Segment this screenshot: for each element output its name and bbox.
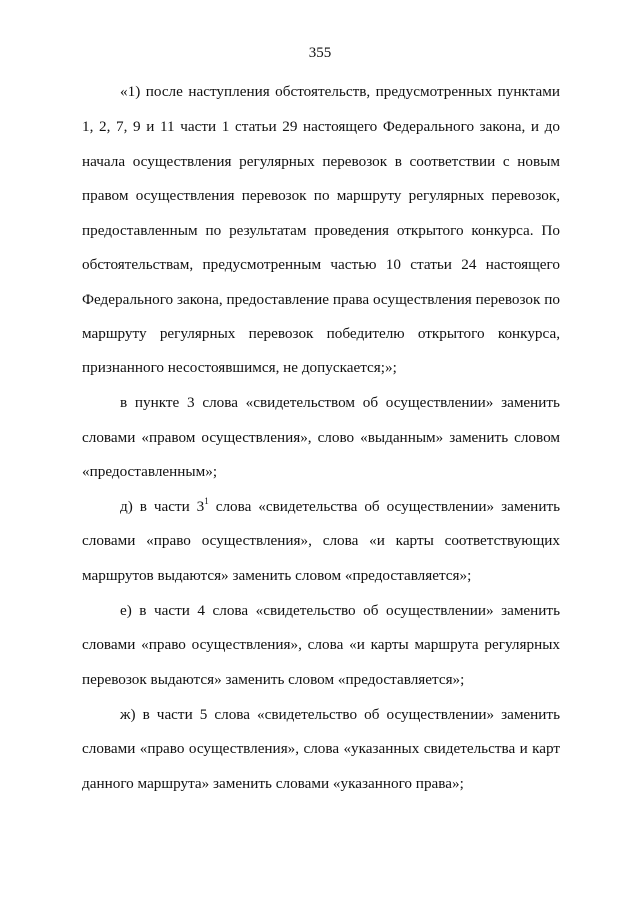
text-line: признанного несостоявшимся, не допускается;»; — [82, 359, 397, 376]
text-line: е) в части 4 слова «свидетельство об осуществлении» заменить — [120, 602, 560, 619]
text-line: правом осуществления перевозок по маршруту регулярных перевозок, — [82, 187, 560, 204]
text-line: «предоставленным»; — [82, 463, 218, 480]
page-number: 355 — [308, 45, 332, 61]
text-line: словами «право осуществления», слова «указанных свидетельства и карт — [82, 740, 560, 757]
text-line: перевозок выдаются» заменить словом «предоставляется»; — [82, 671, 465, 688]
text-line: словами «правом осуществления», слово «выданным» заменить словом — [82, 429, 560, 446]
text-line: маршруту регулярных перевозок победителю открытого конкурса, — [82, 325, 560, 342]
text-line: предоставленным по результатам проведения открытого конкурса. По — [82, 222, 560, 239]
text-fragment: д) в части 3 — [120, 498, 205, 515]
text-line: Федерального закона, предоставление права осуществления перевозок по — [82, 291, 560, 308]
text-line: маршрутов выдаются» заменить словом «предоставляется»; — [82, 567, 472, 584]
text-line: в пункте 3 слова «свидетельством об осуществлении» заменить — [120, 394, 560, 411]
text-fragment: слова «свидетельства об осуществлении» заменить — [208, 498, 561, 515]
text-line: данного маршрута» заменить словами «указанного права»; — [82, 775, 464, 792]
text-line: начала осуществления регулярных перевозок в соответствии с новым — [82, 153, 560, 170]
text-line: ж) в части 5 слова «свидетельство об осуществлении» заменить — [120, 706, 560, 723]
text-line: 1, 2, 7, 9 и 11 части 1 статьи 29 настоящего Федерального закона, и до — [82, 118, 560, 135]
superscript: 1 — [204, 496, 209, 506]
text-line: словами «право осуществления», слова «и карты соответствующих — [82, 532, 560, 549]
text-line: словами «право осуществления», слова «и карты маршрута регулярных — [82, 636, 560, 653]
text-line: «1) после наступления обстоятельств, предусмотренных пунктами — [120, 83, 560, 100]
text-line — [120, 497, 560, 517]
text-line: обстоятельствам, предусмотренным частью 10 статьи 24 настоящего — [82, 256, 560, 273]
